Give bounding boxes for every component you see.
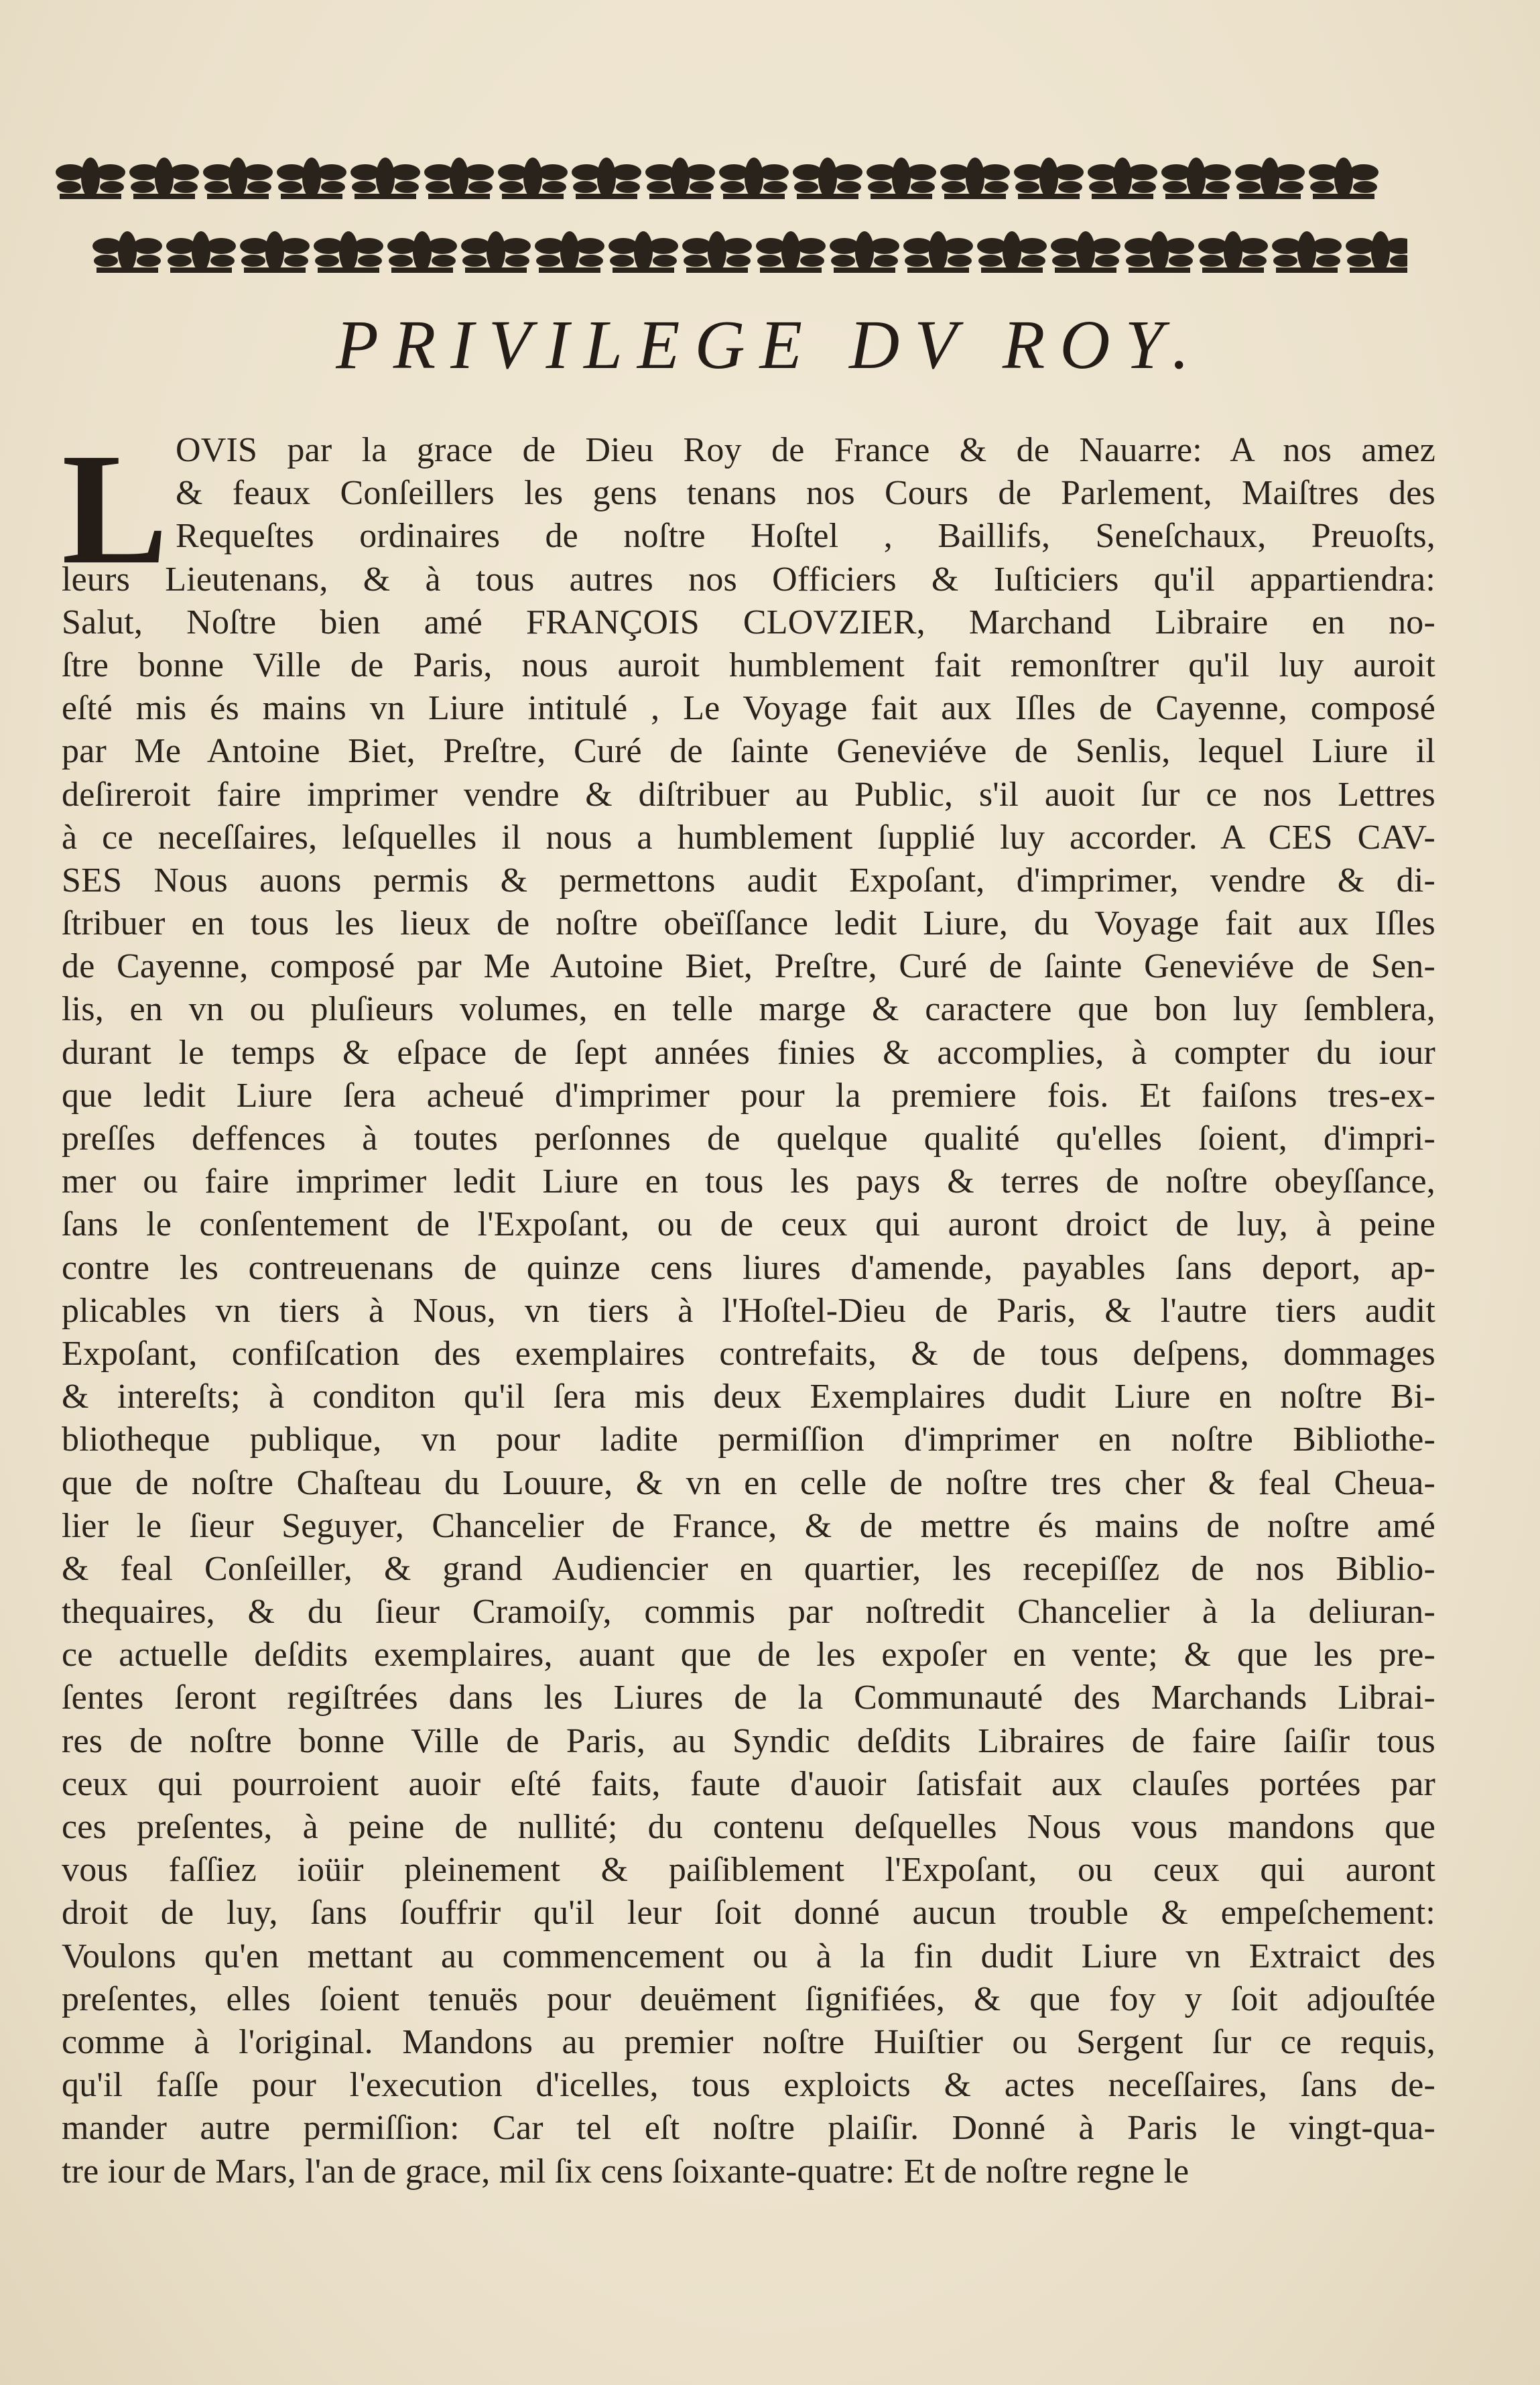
page-title: PRIVILEGE DV ROY.	[336, 306, 1204, 383]
text-line: que ledit Liure ſera acheué d'imprimer pour la premiere fois. Et faiſons tres-ex-	[62, 1076, 1435, 1115]
text-line: par Me Antoine Biet, Preſtre, Curé de ſainte Geneviéve de Senlis, lequel Liure il	[62, 732, 1435, 771]
text-line: ſtre bonne Ville de Paris, nous auroit humblement fait remonſtrer qu'il luy auroit	[62, 646, 1435, 684]
text-line: droit de luy, ſans ſouffrir qu'il leur ſoit donné aucun trouble & empeſchement:	[62, 1894, 1435, 1933]
text-line: Salut, Noſtre bien amé FRANÇOIS CLOVZIER, Marchand Libraire en no-	[62, 603, 1435, 641]
text-line: comme à l'original. Mandons au premier noſtre Huiſtier ou Sergent ſur ce requis,	[62, 2022, 1435, 2061]
text-line: preſentes, elles ſoient tenuës pour deuëment ſignifiées, & que foy y ſoit adjouſtée	[62, 1979, 1435, 2018]
text-line: OVIS par la grace de Dieu Roy de France & de Nauarre: A nos amez	[176, 431, 1435, 469]
text-line: de Cayenne, composé par Me Autoine Biet, Preſtre, Curé de ſainte Geneviéve de Sen-	[62, 947, 1435, 986]
text-line: contre les contreuenans de quinze cens liures d'amende, payables ſans deport, ap-	[62, 1248, 1435, 1287]
text-line: bliotheque publique, vn pour ladite permiſſion d'imprimer en noſtre Bibliothe-	[62, 1420, 1435, 1459]
text-line: tre iour de Mars, l'an de grace, mil ſix cens ſoixante-quatre: Et de noſtre regne le	[62, 2152, 1190, 2191]
text-line: ſentes ſeront regiſtrées dans les Liures de la Communauté des Marchands Librai-	[62, 1678, 1435, 1717]
text-line: mer ou faire imprimer ledit Liure en tous les pays & terres de noſtre obeyſſance,	[62, 1162, 1435, 1201]
text-line: mander autre permiſſion: Car tel eſt noſtre plaiſir. Donné à Paris le vingt-qua-	[62, 2109, 1435, 2148]
text-line: & feal Conſeiller, & grand Audiencier en quartier, les recepiſſez de nos Biblio-	[62, 1549, 1435, 1588]
text-line: & feaux Conſeillers les gens tenans nos Cours de Parlement, Maiſtres des	[176, 474, 1435, 513]
text-line: ces preſentes, à peine de nullité; du contenu deſquelles Nous vous mandons que	[62, 1808, 1435, 1846]
text-line: thequaires, & du ſieur Cramoiſy, commis par noſtredit Chancelier à la deliuran-	[62, 1593, 1435, 1632]
text-line: Requeſtes ordinaires de noſtre Hoſtel , Baillifs, Seneſchaux, Preuoſts,	[176, 517, 1435, 556]
text-line: que de noſtre Chaſteau du Louure, & vn en celle de noſtre tres cher & feal Cheua-	[62, 1463, 1435, 1502]
text-line: qu'il faſſe pour l'execution d'icelles, tous exploicts & actes neceſſaires, ſans de-	[62, 2066, 1435, 2105]
text-line: à ce neceſſaires, leſquelles il nous a humblement ſupplié luy accorder. A CES CAV-	[62, 818, 1435, 857]
text-line: res de noſtre bonne Ville de Paris, au Syndic deſdits Libraires de faire ſaiſir tous	[62, 1721, 1435, 1760]
privilege-text	[62, 421, 1435, 2193]
text-line: deſireroit faire imprimer vendre & diſtribuer au Public, s'il auoit ſur ce nos Lettres	[62, 775, 1435, 814]
text-line: leurs Lieutenans, & à tous autres nos Officiers & Iuſticiers qu'il appartiendra:	[62, 560, 1435, 599]
text-line: & intereſts; à conditon qu'il ſera mis deux Exemplaires dudit Liure en noſtre Bi-	[62, 1378, 1435, 1416]
text-line: eſté mis és mains vn Liure intitulé , Le Voyage fait aux Iſles de Cayenne, composé	[62, 689, 1435, 728]
text-line: ce actuelle deſdits exemplaires, auant que de les expoſer en vente; & que les pre-	[62, 1636, 1435, 1674]
drop-cap: L	[62, 421, 168, 597]
text-line: vous faſſiez ioüir pleinement & paiſiblement l'Expoſant, ou ceux qui auront	[62, 1851, 1435, 1890]
text-line: Expoſant, confiſcation des exemplaires contrefaits, & de tous deſpens, dommages	[62, 1334, 1435, 1373]
text-lines	[62, 421, 1435, 2193]
text-line: ſans le conſentement de l'Expoſant, ou de ceux qui auront droict de luy, à peine	[62, 1205, 1435, 1244]
text-line: SES Nous auons permis & permettons audit Expoſant, d'imprimer, vendre & di-	[62, 861, 1435, 900]
fleuron-border-icon	[54, 141, 1407, 295]
text-line: Voulons qu'en mettant au commencement ou à la fin dudit Liure vn Extraict des	[62, 1937, 1435, 1975]
text-line: lier le ſieur Seguyer, Chancelier de France, & de mettre és mains de noſtre amé	[62, 1506, 1435, 1545]
text-line: ſtribuer en tous les lieux de noſtre obeïſſance ledit Liure, du Voyage fait aux Iſles	[62, 904, 1435, 943]
text-line: ceux qui pourroient auoir eſté faits, faute d'auoir ſatisfait aux clauſes portées par	[62, 1764, 1435, 1803]
text-line: lis, en vn ou pluſieurs volumes, en telle marge & caractere que bon luy ſemblera,	[62, 990, 1435, 1029]
text-line: plicables vn tiers à Nous, vn tiers à l'Hoſtel-Dieu de Paris, & l'autre tiers audit	[62, 1291, 1435, 1330]
text-line: preſſes deffences à toutes perſonnes de quelque qualité qu'elles ſoient, d'impri-	[62, 1119, 1435, 1158]
text-line: durant le temps & eſpace de ſept années finies & accomplies, à compter du iour	[62, 1033, 1435, 1072]
